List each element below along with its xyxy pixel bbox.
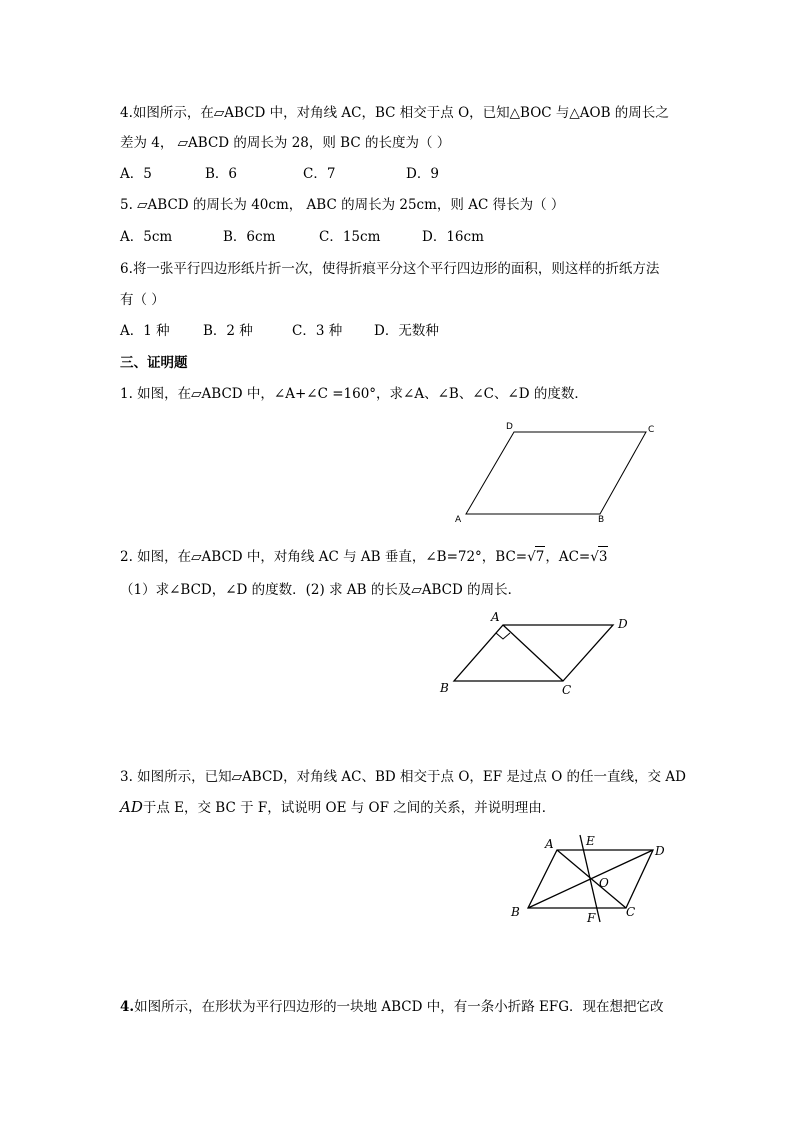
p1-label-b: B	[598, 515, 605, 525]
p4-text: 如图所示，在形状为平行四边形的一块地 ABCD 中，有一条小折路 EFG．现在想把它改	[134, 999, 664, 1015]
p2-label-b: B	[440, 681, 449, 695]
q5-option-a: A．5cm	[120, 229, 173, 245]
q5-line1: 5. ▱ABCD 的周长为 40cm， ABC 的周长为 25cm，则 AC 得长为（ ）	[120, 197, 565, 213]
q6-line1: 6.将一张平行四边形纸片折一次，使得折痕平分这个平行四边形的面积，则这样的折纸方法	[120, 261, 660, 277]
q6-option-d: D．无数种	[374, 323, 439, 339]
section-title: 三、证明题	[120, 355, 188, 371]
p3-line2-rest: 于点 E，交 BC 于 F，试说明 OE 与 OF 之间的关系，并说明理由．	[142, 800, 556, 816]
q4-line1: 4.如图所示，在▱ABCD 中，对角线 AC，BC 相交于点 O，已知△BOC 与△AOB 的周长之	[120, 105, 669, 121]
q5-option-d: D．16cm	[422, 229, 484, 245]
p3-line1: 3. 如图所示，已知▱ABCD，对角线 AC、BD 相交于点 O，EF 是过点 O 的任一直线，交 AD	[120, 769, 686, 785]
q4-option-b: B．6	[205, 166, 238, 182]
p1-label-c: C	[648, 425, 655, 435]
p3-label-o: O	[599, 876, 609, 890]
p2-sqrt-bc-value: 7	[535, 546, 546, 567]
p1-parallelogram	[466, 432, 646, 514]
p3-label-a: A	[545, 837, 554, 851]
p3-label-d: D	[655, 844, 665, 858]
q4-option-d: D．9	[406, 166, 439, 182]
q6-option-b: B．2 种	[203, 323, 253, 339]
q4-option-c: C．7	[303, 166, 336, 182]
p2-sqrt-ac: √3	[590, 546, 608, 567]
p4-text-line	[120, 997, 664, 1017]
q5-option-c: C．15cm	[319, 229, 381, 245]
p2-line1-prefix: 2. 如图，在▱ABCD 中，对角线 AC 与 AB 垂直，∠B=72°，BC=	[120, 549, 528, 565]
p2-line1	[120, 546, 608, 567]
p2-line2: （1）求∠BCD，∠D 的度数．(2) 求 AB 的长及▱ABCD 的周长．	[120, 582, 522, 598]
q5-option-b: B．6cm	[223, 229, 276, 245]
p3-label-b: B	[511, 905, 520, 919]
q4-options	[120, 164, 680, 184]
p1-text: 1. 如图，在▱ABCD 中，∠A+∠C =160°，求∠A、∠B、∠C、∠D 的度数．	[120, 386, 588, 402]
p2-sqrt-bc: √7	[527, 546, 545, 567]
q6-line2: 有（ ）	[120, 292, 165, 308]
p3-parallelogram-figure	[508, 832, 673, 932]
p2-label-d: D	[618, 617, 628, 631]
p4-number: 4.	[120, 999, 135, 1015]
p3-label-c: C	[626, 905, 636, 919]
q6-option-a: A．1 种	[120, 323, 170, 339]
q6-options	[120, 321, 680, 341]
p2-sqrt-ac-value: 3	[598, 546, 609, 567]
p3-label-e: E	[586, 834, 595, 848]
p1-label-a: A	[455, 515, 462, 525]
p3-line2	[120, 797, 555, 818]
q6-option-c: C．3 种	[292, 323, 343, 339]
q4-line2: 差为 4， ▱ABCD 的周长为 28，则 BC 的长度为（ ）	[120, 135, 451, 151]
p3-label-f: F	[587, 911, 596, 925]
p2-diagonal-ac	[503, 625, 563, 681]
p1-parallelogram-figure	[450, 418, 670, 528]
p1-label-d: D	[506, 422, 513, 432]
p2-parallelogram-figure	[436, 608, 646, 698]
p2-label-c: C	[562, 683, 572, 697]
p2-line1-mid: ，AC=	[545, 549, 591, 565]
p3-line2-italic: AD	[120, 798, 143, 816]
p2-right-angle-mark	[496, 633, 510, 639]
p3-line-ef	[580, 835, 600, 922]
p2-label-a: A	[491, 610, 500, 624]
q4-option-a: A．5	[120, 166, 152, 182]
q5-options	[120, 227, 680, 247]
